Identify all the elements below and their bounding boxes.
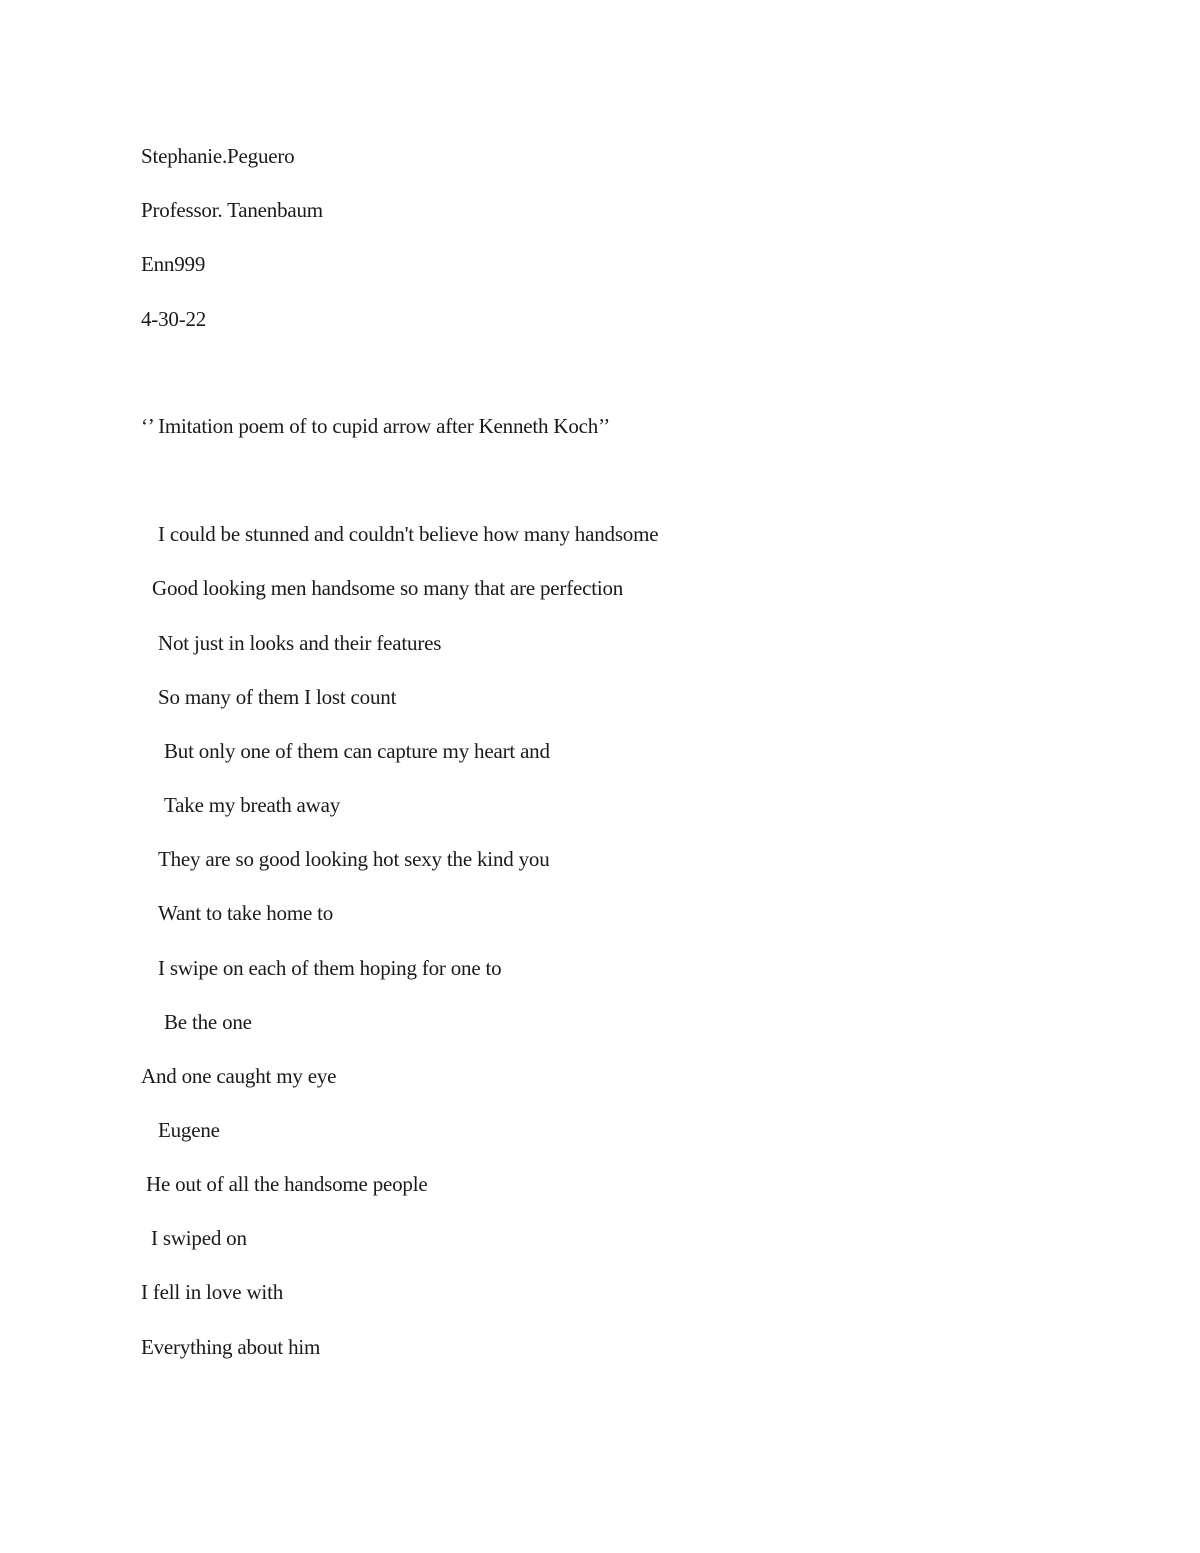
poem-line: Want to take home to (158, 901, 334, 925)
poem-line: Be the one (164, 1010, 252, 1034)
poem-line: Everything about him (141, 1335, 321, 1359)
professor-name: Professor. Tanenbaum (141, 198, 323, 222)
poem-line: I fell in love with (141, 1280, 284, 1304)
poem-line: Not just in looks and their features (158, 631, 442, 655)
poem-line: I swipe on each of them hoping for one to (158, 956, 502, 980)
author-name: Stephanie.Peguero (141, 144, 295, 168)
poem-line: He out of all the handsome people (146, 1172, 428, 1196)
poem-line: So many of them I lost count (158, 685, 397, 709)
poem-line: Take my breath away (164, 793, 341, 817)
poem-line: Eugene (158, 1118, 220, 1142)
poem-title: ‘’ Imitation poem of to cupid arrow after Kenneth Koch’’ (141, 414, 611, 438)
submission-date: 4-30-22 (141, 307, 207, 331)
poem-line: I swiped on (151, 1226, 247, 1250)
poem-line: But only one of them can capture my heart and (164, 739, 550, 763)
poem-line: And one caught my eye (141, 1064, 337, 1088)
poem-line: They are so good looking hot sexy the kind you (158, 847, 550, 871)
course-code: Enn999 (141, 252, 206, 276)
poem-line: I could be stunned and couldn't believe how many handsome (158, 522, 659, 546)
poem-line: Good looking men handsome so many that are perfection (152, 576, 624, 600)
